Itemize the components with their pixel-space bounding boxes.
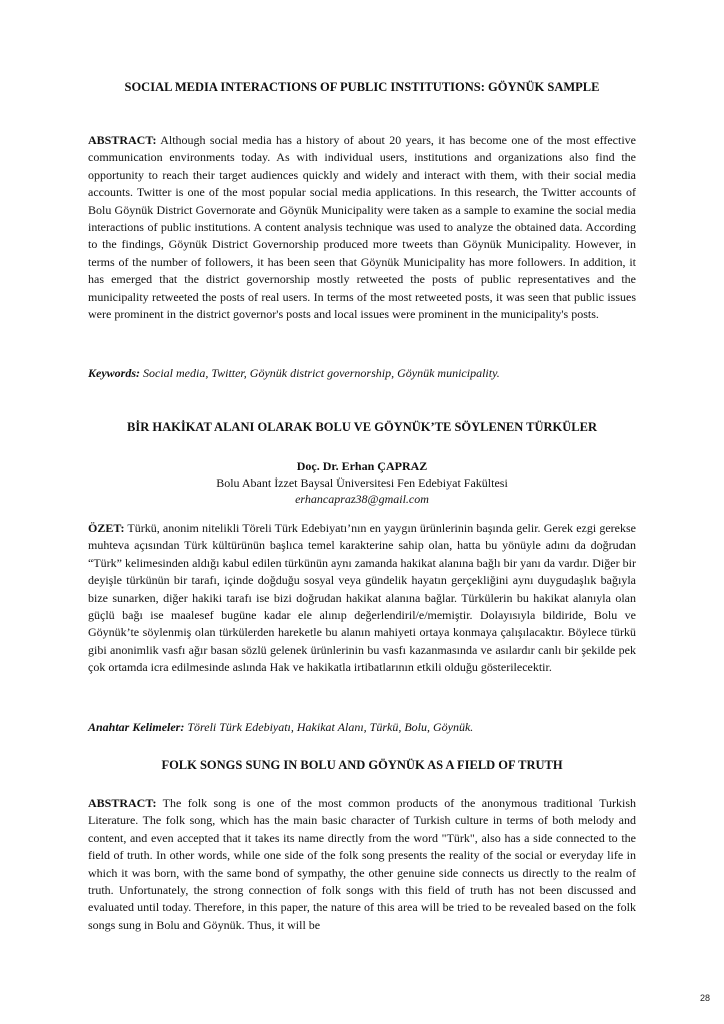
abstract-folk-songs: [88, 795, 636, 934]
keywords-text: Social media, Twitter, Göynük district governorship, Göynük municipality.: [140, 366, 500, 380]
abstract-label: ABSTRACT:: [88, 133, 157, 147]
author-email: erhancapraz38@gmail.com: [295, 492, 429, 506]
abstract-label: ABSTRACT:: [88, 796, 157, 810]
ozet-turkuler: [88, 520, 636, 677]
author-name: Doç. Dr. Erhan ÇAPRAZ: [296, 459, 428, 473]
section-title-folk-songs: FOLK SONGS SUNG IN BOLU AND GÖYNÜK AS A FIELD OF TRUTH: [161, 758, 563, 772]
section-title-turkuler: BİR HAKİKAT ALANI OLARAK BOLU VE GÖYNÜK’TE SÖYLENEN TÜRKÜLER: [127, 420, 597, 434]
ozet-label: ÖZET:: [88, 521, 125, 535]
keywords-social-media: [88, 365, 636, 382]
anahtar-kelimeler-label: Anahtar Kelimeler:: [88, 720, 185, 734]
keywords-turkuler: [88, 719, 636, 736]
ozet-text: Türkü, anonim nitelikli Töreli Türk Edebiyatı’nın en yaygın ürünlerinin başında gelir. Gerek ezgi gerekse muhteva açısından Türk kültürünün başlıca temel karakterine sahip olan, hatta bu yönüyle adını da doğrudan “Türk” kelimesinden aldığı kabul edilen türkünün aynı zamanda hakikat alanına bağlı bir yanı da vardır. Diğer bir deyişle türkünün bir tarafı, içinde doğduğu sosyal veya gündelik hayatın gerçekliğini aynı duygudaşlık bağıyla bize sunarken, diğer hakiki tarafı ise bizi doğrudan hakikat alanına bağlar. Türkülerin bu hakikat alanıyla olan güçlü bağı ise maalesef bugüne kadar ele alınıp değerlendiril/e/memiştir. Dolayısıyla bildiride, Bolu ve Göynük’te söylenmiş olan türkülerden hareketle bu alanın mahiyeti ortaya konmaya çalışılacaktır. Böylece türkü gibi anonimlik vasfı ağır basan sözlü gelenek ürünlerinin bu vasfı kazanmasında ve asılardır canlı bir şekilde pek çok ortamda icra edilmesinde aslında Hak ve hakikatla irtibatlarının etkili olduğu gösterilecektir.: [88, 521, 636, 675]
keywords-label: Keywords:: [88, 366, 140, 380]
abstract-social-media: [88, 132, 636, 323]
abstract-text: Although social media has a history of about 20 years, it has become one of the most effective communication environments today. As with individual users, institutions and organizations also find the opportunity to reach their target audiences quickly and widely and interact with them, with their social media accounts. Twitter is one of the most popular social media applications. In this research, the Twitter accounts of Bolu Göynük District Governorate and Göynük Municipality were taken as a sample to examine the social media interactions of public institutions. A content analysis technique was used to analyze the obtained data. According to the findings, Göynük District Governorship produced more tweets than Göynük Municipality. However, in terms of the number of followers, it has been seen that Göynük Municipality has more followers. In addition, it has emerged that the district governorship mostly retweeted the posts of public representatives and the municipality retweeted the posts of real users. In terms of the most retweeted posts, it was seen that public issues were prominent in the district governor's posts and local issues were prominent in the municipality's posts.: [88, 133, 636, 322]
anahtar-kelimeler-text: Töreli Türk Edebiyatı, Hakikat Alanı, Türkü, Bolu, Göynük.: [184, 720, 474, 734]
page-number: 28: [699, 993, 710, 1003]
section-title-social-media: SOCIAL MEDIA INTERACTIONS OF PUBLIC INSTITUTIONS: GÖYNÜK SAMPLE: [124, 80, 600, 94]
author-affiliation: Bolu Abant İzzet Baysal Üniversitesi Fen Edebiyat Fakültesi: [216, 476, 508, 490]
abstract-text: The folk song is one of the most common products of the anonymous traditional Turkish Literature. The folk song, which has the main basic character of Turkish culture in terms of both melody and content, and even accepted that it takes its name directly from the word "Türk", also has a side connected to the field of truth. In other words, while one side of the folk song presents the reality of the social or everyday life in which it was born, with the same bond of sympathy, the other genuine side connects us directly to the realm of truth. Unfortunately, the strong connection of folk songs with this field of truth has not been discussed and evaluated until today. Therefore, in this paper, the nature of this area will be tried to be revealed based on the folk songs sung in Bolu and Göynük. Thus, it will be: [88, 796, 636, 932]
